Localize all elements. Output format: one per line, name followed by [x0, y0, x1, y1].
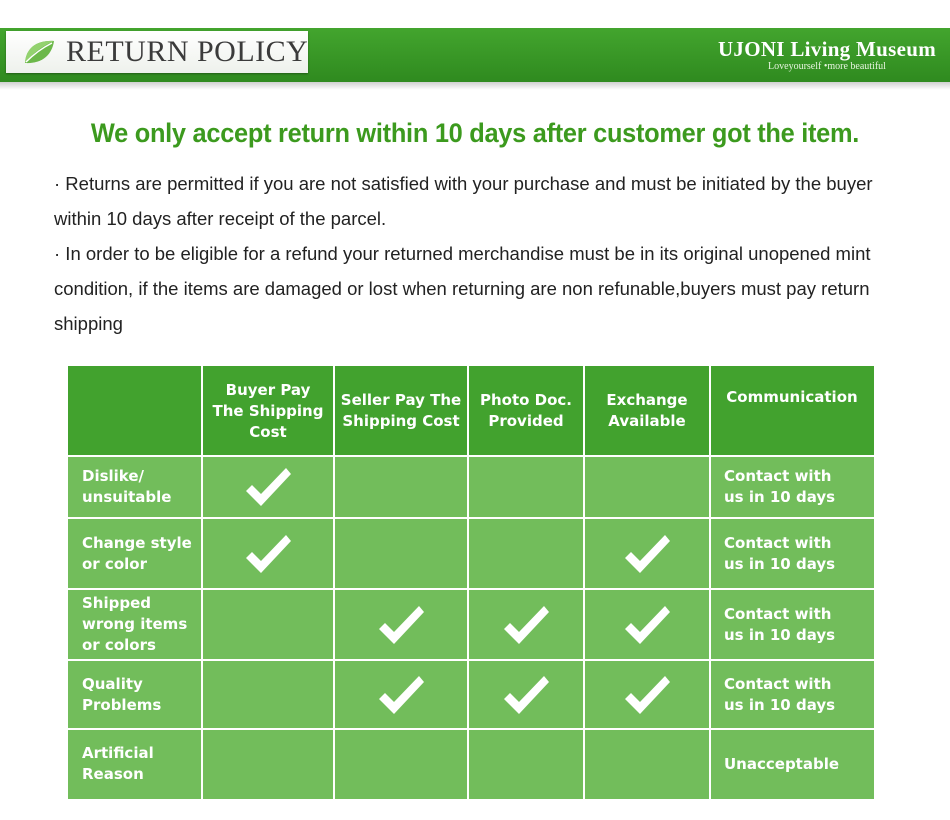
communication-text: Unacceptable [724, 754, 840, 773]
table-row-divider [68, 588, 874, 590]
communication-text: Contact with us in 10 days [724, 467, 836, 506]
table-header-cell [334, 366, 468, 456]
policy-paragraph-1: · Returns are permitted if you are not satisfied with your purchase and must be initiated by the buyer within 10 days after receipt of the parcel. [54, 173, 873, 229]
row-reason-label: Quality Problems [82, 674, 162, 714]
table-cell [584, 456, 710, 518]
communication-text: Contact with us in 10 days [724, 533, 836, 573]
page-title: RETURN POLICY [66, 35, 309, 68]
return-policy-table [68, 366, 874, 799]
table-row-label [68, 456, 202, 518]
column-header-label: Communication [726, 388, 858, 406]
table-cell [202, 729, 334, 799]
table-row-divider [68, 728, 874, 730]
table-cell [334, 456, 468, 518]
table-cell [584, 660, 710, 729]
table-cell [334, 660, 468, 729]
communication-cell [710, 660, 874, 729]
table-column-divider [201, 366, 203, 799]
table-row-label [68, 589, 202, 660]
table-cell [334, 729, 468, 799]
table-cell [202, 518, 334, 589]
checkmark-icon [500, 672, 552, 718]
table-cell [202, 589, 334, 660]
table-cell [584, 729, 710, 799]
table-cell [468, 518, 584, 589]
table-header-cell [202, 366, 334, 456]
table-cell [334, 518, 468, 589]
checkmark-icon [621, 672, 673, 718]
row-reason-label: Dislike/ unsuitable [82, 467, 172, 506]
table-cell [202, 660, 334, 729]
table-row-label [68, 518, 202, 589]
table-column-divider [583, 366, 585, 799]
communication-cell [710, 456, 874, 518]
table-cell [584, 589, 710, 660]
table-cell [468, 660, 584, 729]
table-row-label [68, 660, 202, 729]
checkmark-icon [242, 531, 294, 577]
brand-name: UJONI Living Museum [717, 37, 936, 61]
column-header-label: Photo Doc. Provided [479, 391, 573, 430]
checkmark-icon [500, 602, 552, 648]
checkmark-icon [242, 464, 294, 510]
row-reason-label: Change style or color [82, 533, 192, 573]
checkmark-icon [375, 602, 427, 648]
communication-text: Contact with us in 10 days [724, 674, 836, 714]
table-column-divider [467, 366, 469, 799]
table-header-cell [468, 366, 584, 456]
table-row-divider [68, 517, 874, 519]
table-header-cell [710, 366, 874, 456]
table-column-divider [333, 366, 335, 799]
policy-paragraph-2: · In order to be eligible for a refund your returned merchandise must be in its original unopened mint condition, if the items are damaged or lost when returning are non refunable,buyers must pay return shipping [54, 243, 871, 334]
brand-block [718, 37, 936, 73]
leaf-icon [22, 37, 56, 67]
checkmark-icon [621, 602, 673, 648]
table-cell [468, 456, 584, 518]
table-row-label [68, 729, 202, 799]
communication-text: Contact with us in 10 days [724, 604, 836, 644]
banner-shadow [0, 82, 950, 90]
table-header-cell [584, 366, 710, 456]
checkmark-icon [375, 672, 427, 718]
row-reason-label: Shipped wrong items or colors [82, 594, 188, 654]
title-tab [6, 31, 308, 73]
column-header-label: Seller Pay The Shipping Cost [340, 391, 462, 430]
table-column-divider [709, 366, 711, 799]
table-row-divider [68, 455, 874, 457]
communication-cell [710, 518, 874, 589]
checkmark-icon [621, 531, 673, 577]
return-headline: We only accept return within 10 days after customer got the item. [90, 118, 860, 148]
row-reason-label: Artificial Reason [82, 744, 154, 783]
table-cell [202, 456, 334, 518]
table-row-divider [68, 659, 874, 661]
table-header-cell [68, 366, 202, 456]
table-cell [468, 589, 584, 660]
table-cell [334, 589, 468, 660]
table-cell [584, 518, 710, 589]
column-header-label: Exchange Available [606, 391, 688, 430]
communication-cell [710, 729, 874, 799]
column-header-label: Buyer Pay The Shipping Cost [212, 380, 324, 441]
table-cell [468, 729, 584, 799]
brand-tagline: Loveyourself •more beautiful [768, 61, 886, 72]
communication-cell [710, 589, 874, 660]
